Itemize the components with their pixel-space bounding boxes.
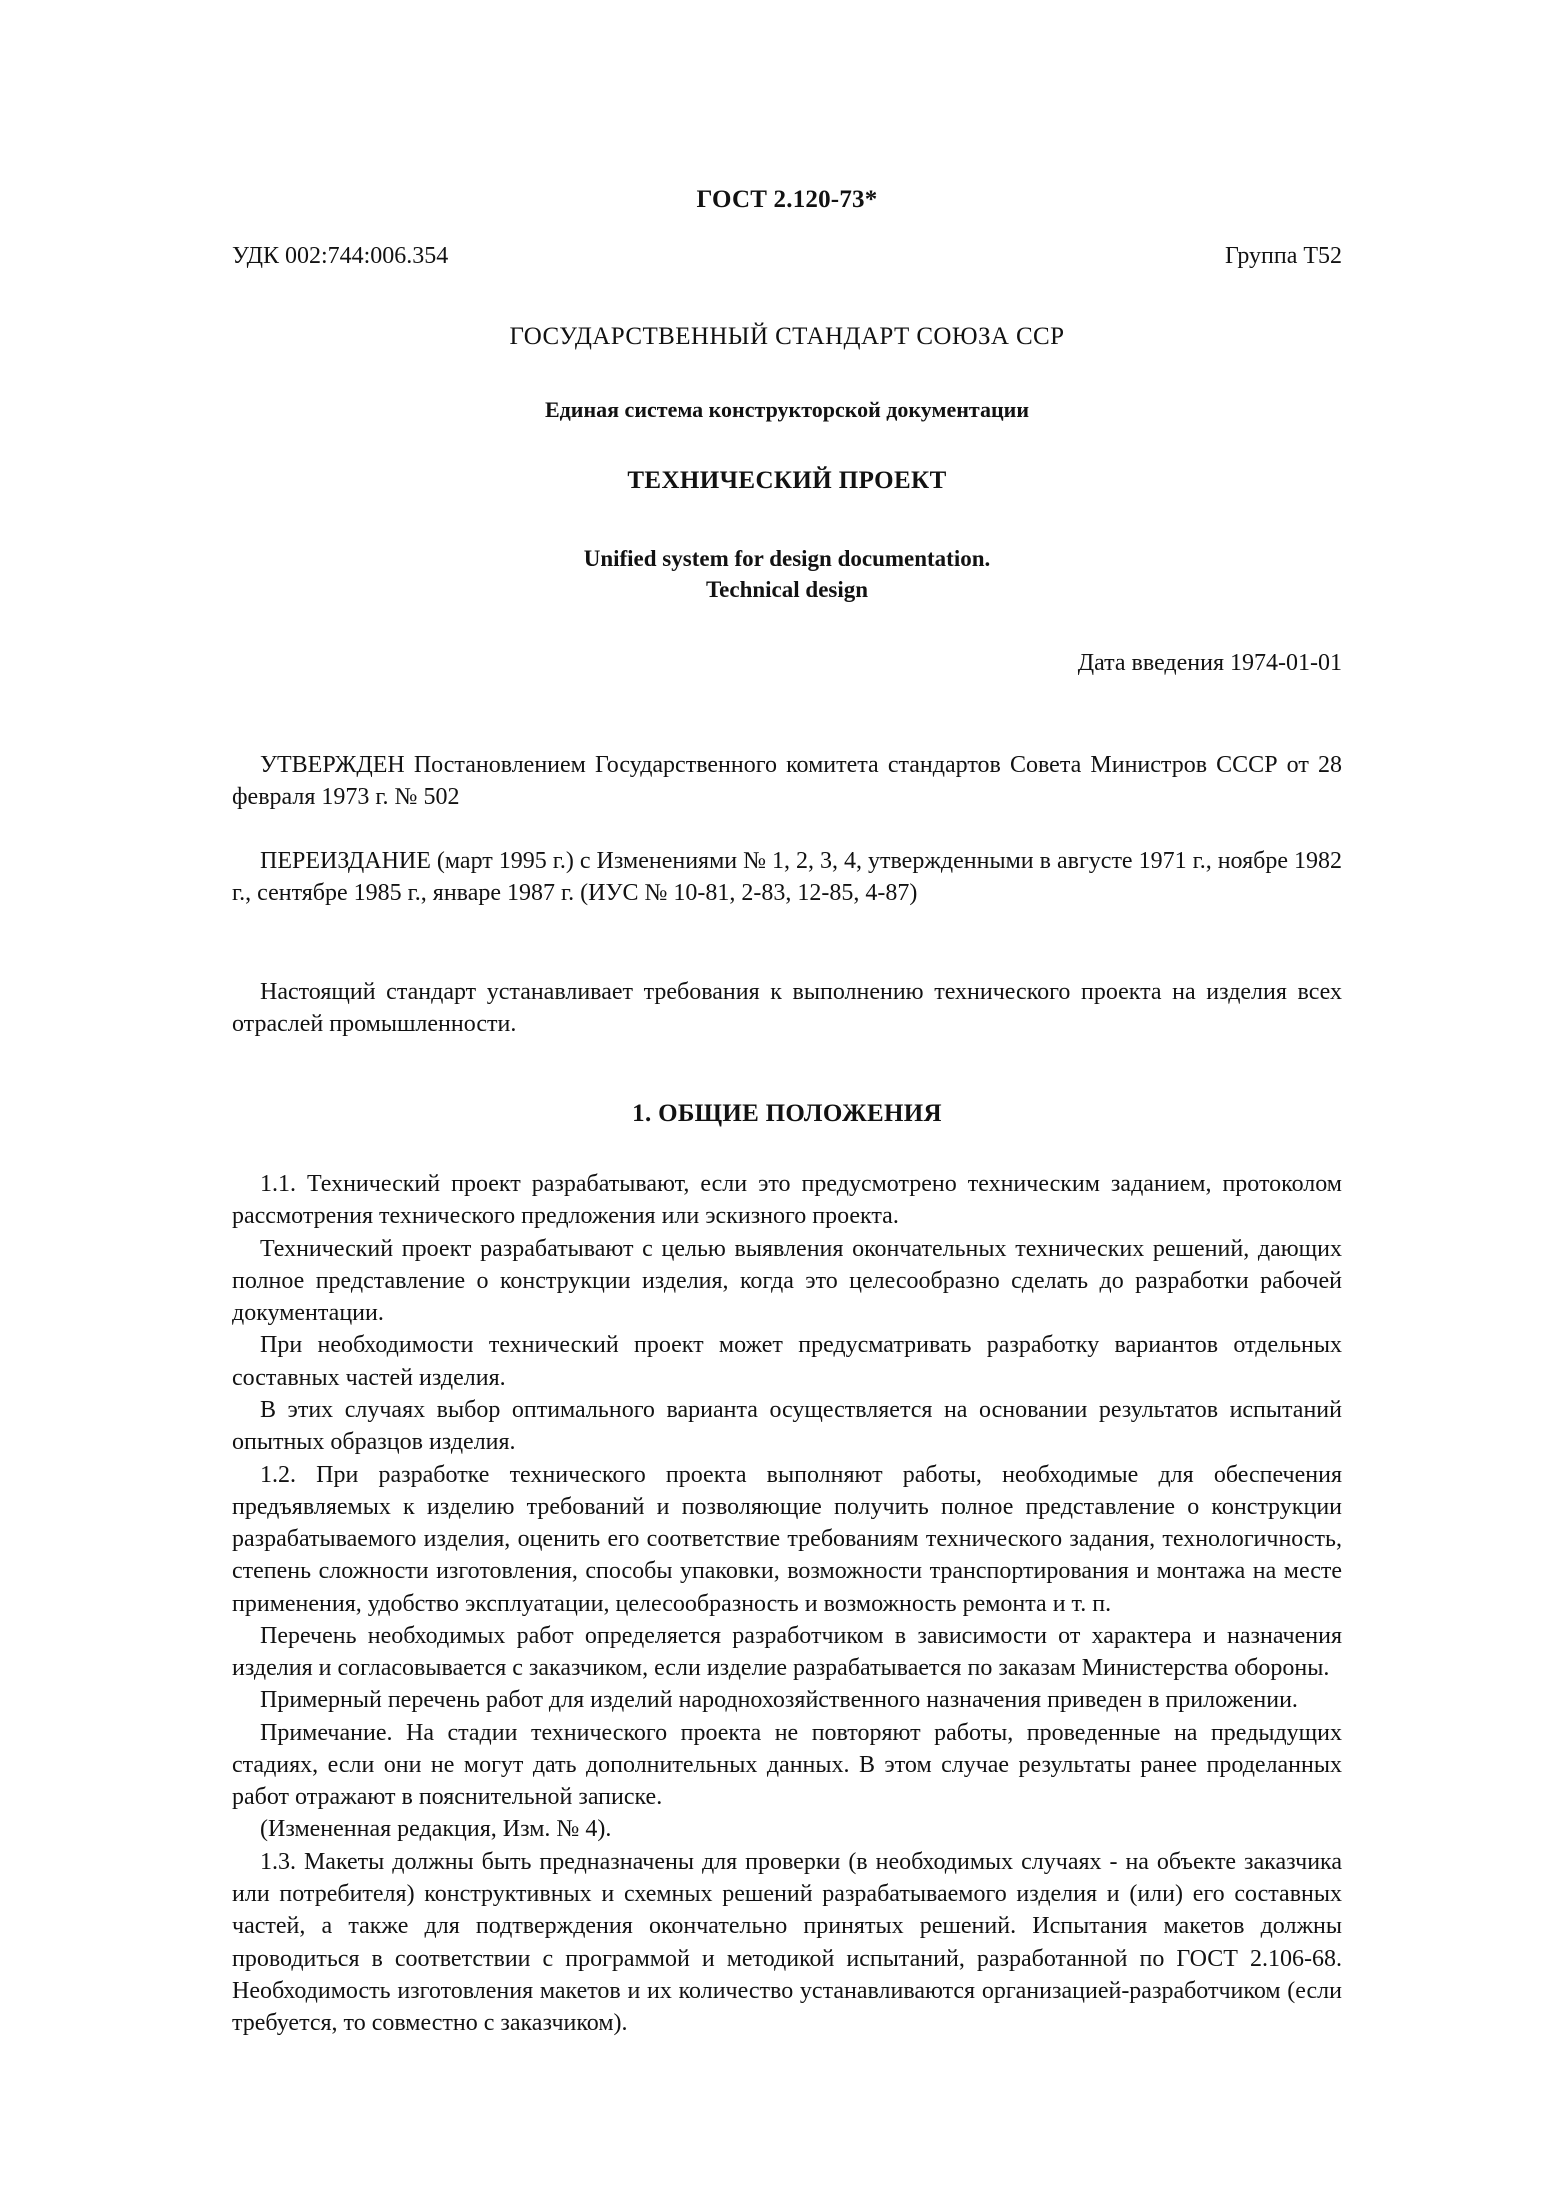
standard-number: ГОСТ 2.120-73* xyxy=(696,186,878,213)
scope-paragraph: Настоящий стандарт устанавливает требования к выполнению технического проекта на изделия всех отраслей промышленности. xyxy=(232,978,1342,1037)
system-title: Единая система конструкторской документации xyxy=(545,397,1029,422)
clause-1-3-paragraph-1: 1.3. Макеты должны быть предназначены для проверки (в необходимых случаях - на объекте заказчика или потребителя) конструктивных и схемных решений разрабатываемого изделия и (или) его составных частей, а также для подтверждения окончательно принятых решений. Испытания макетов должны проводиться в соответствии с программой и методикой испытаний, разработанной по ГОСТ 2.106-68. Необходимость изготовления макетов и их количество устанавливаются организацией-разработчиком (если требуется, то совместно с заказчиком). xyxy=(232,1848,1342,2037)
udk-code: УДК 002:744:006.354 xyxy=(232,243,449,269)
english-title-line-2: Technical design xyxy=(705,577,869,603)
clause-1-2-revision-note: (Измененная редакция, Изм. № 4). xyxy=(260,1816,612,1843)
document-content xyxy=(232,0,1342,2039)
reissue-paragraph: ПЕРЕИЗДАНИЕ (март 1995 г.) с Изменениями № 1, 2, 3, 4, утвержденными в августе 1971 г., ноябре 1982 г., сентябре 1985 г., январе 1987 г. (ИУС № 10-81, 2-83, 12-85, 4-87) xyxy=(232,848,1343,907)
state-standard-title: ГОСУДАРСТВЕННЫЙ СТАНДАРТ СОЮЗА ССР xyxy=(509,323,1065,350)
clause-1-1 xyxy=(232,1168,1342,1458)
introduction-date: Дата введения 1974-01-01 xyxy=(1077,649,1342,676)
clause-1-1-paragraph-1: 1.1. Технический проект разрабатывают, если это предусмотрено техническим заданием, протоколом рассмотрения технического предложения или эскизного проекта. xyxy=(232,1171,1342,1230)
english-title xyxy=(232,543,1342,606)
approval-paragraph: УТВЕРЖДЕН Постановлением Государственного комитета стандартов Совета Министров СССР от 28 февраля 1973 г. № 502 xyxy=(232,751,1342,810)
page-title: ТЕХНИЧЕСКИЙ ПРОЕКТ xyxy=(627,467,947,494)
clause-1-1-paragraph-4: В этих случаях выбор оптимального варианта осуществляется на основании результатов испытаний опытных образцов изделия. xyxy=(232,1396,1342,1456)
section-heading-1: 1. ОБЩИЕ ПОЛОЖЕНИЯ xyxy=(632,1100,942,1128)
clause-1-2-paragraph-3: Примерный перечень работ для изделий народнохозяйственного назначения приведен в приложении. xyxy=(260,1687,1298,1714)
metadata-row xyxy=(232,243,1342,270)
clause-1-1-paragraph-2: Технический проект разрабатывают с целью выявления окончательных технических решений, дающих полное представление о конструкции изделия, когда это целесообразно сделать до разработки рабочей документации. xyxy=(232,1235,1342,1327)
english-title-line-1: Unified system for design documentation. xyxy=(583,546,991,571)
clause-1-2-note: Примечание. На стадии технического проекта не повторяют работы, проведенные на предыдущих стадиях, если они не могут дать дополнительных данных. В этом случае результаты ранее проделанных работ отражают в пояснительной записке. xyxy=(232,1719,1342,1811)
clause-1-2 xyxy=(232,1459,1342,1846)
clause-1-2-paragraph-2: Перечень необходимых работ определяется разработчиком в зависимости от характера и назначения изделия и согласовывается с заказчиком, если изделие разрабатывается по заказам Министерства обороны. xyxy=(232,1622,1342,1682)
group-code: Группа Т52 xyxy=(1224,243,1342,269)
clause-1-2-paragraph-1: 1.2. При разработке технического проекта выполняют работы, необходимые для обеспечения предъявляемых к изделию требований и позволяющие получить полное представление о конструкции разрабатываемого изделия, оценить его соответствие требованиям технического задания, технологичность, степень сложности изготовления, способы упаковки, возможности транспортирования и монтажа на месте применения, удобство эксплуатации, целесообразность и возможность ремонта и т. п. xyxy=(232,1461,1342,1617)
clause-1-1-paragraph-3: При необходимости технический проект может предусматривать разработку вариантов отдельных составных частей изделия. xyxy=(232,1332,1342,1391)
clause-1-3 xyxy=(232,1846,1342,2040)
